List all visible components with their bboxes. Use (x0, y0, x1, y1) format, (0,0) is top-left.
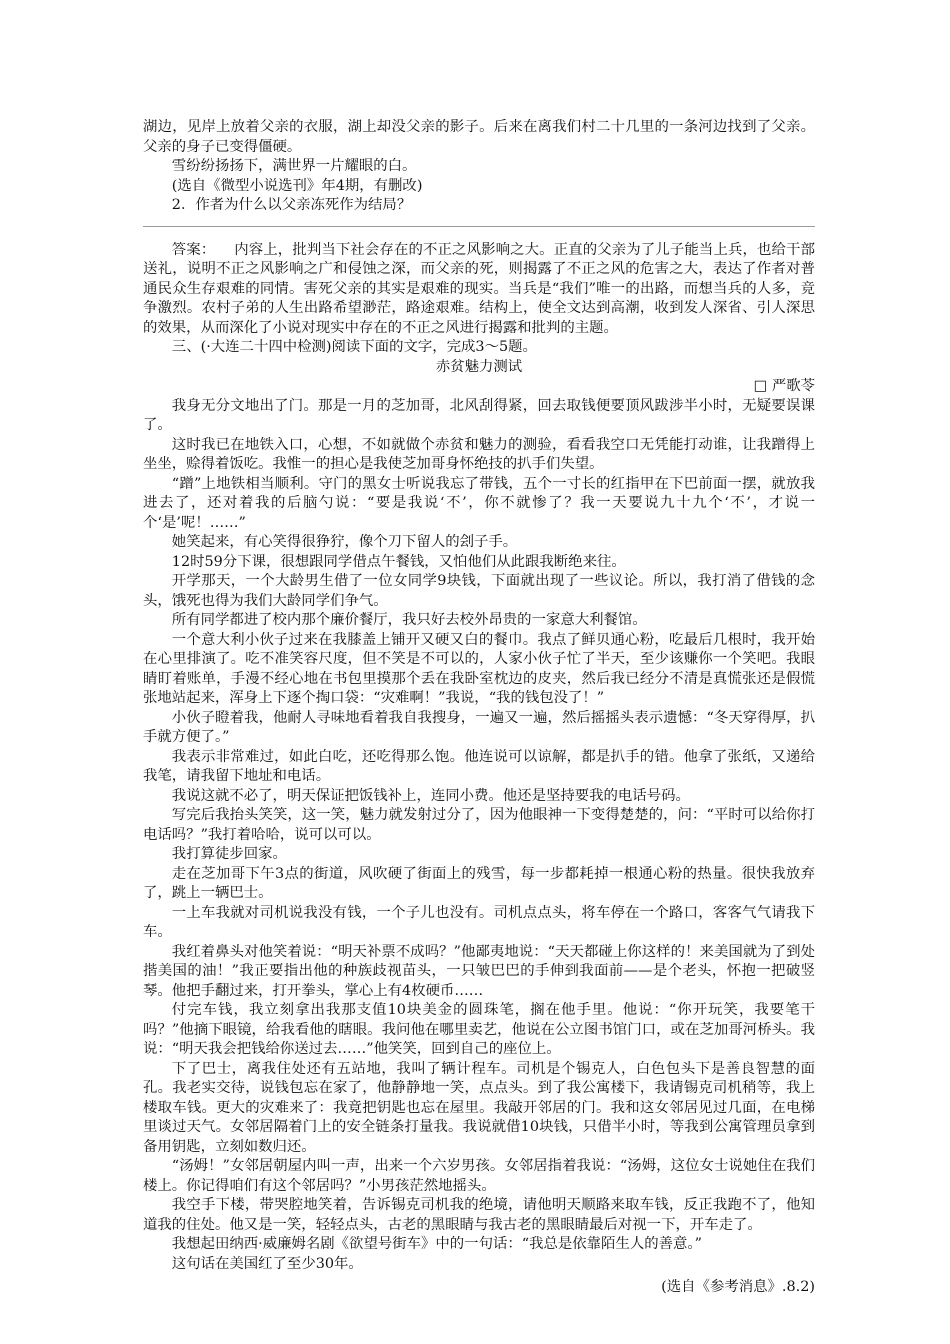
story-paragraph: 12时59分下课，很想跟同学借点午餐钱，又怕他们从此跟我断绝来往。 (171, 553, 626, 570)
story-paragraph: 小伙子瞪着我，他耐人寻味地看着我自我搜身，一遍又一遍，然后摇摇头表示遗憾：“冬天穿得厚，扒手就方便了。” (143, 709, 815, 745)
question-2: 2．作者为什么以父亲冻死作为结局？ (171, 197, 412, 213)
prev-story-source: (选自《微型小说选刊》年4期，有删改) (171, 177, 423, 194)
story-paragraph: 我空手下楼，带哭腔地笑着，告诉锡克司机我的绝境，请他明天顺路来取车钱，反正我跑不了，他知道我的住处。他又是一笑，轻轻点头，古老的黑眼睛与我古老的黑眼睛最后对视一下，开车走了。 (143, 1197, 815, 1233)
story-paragraph: 付完车钱，我立刻拿出我那支值10块美金的圆珠笔，搁在他手里。他说：“你开玩笑，我要笔干吗？”他摘下眼镜，给我看他的瞎眼。我问他在哪里卖艺，他说在公立图书馆门口，或在芝加哥河桥头。我说：“明天我会把钱给你送过去……”他笑笑，回到自己的座位上。 (143, 1002, 815, 1057)
story-paragraph: 我打算徒步回家。 (171, 846, 287, 862)
story-paragraph: 一个意大利小伙子过来在我膝盖上铺开又硬又白的餐巾。我点了鲜贝通心粉，吃最后几根时，我开始在心里排演了。吃不准笑容尺度，但不笑是不可以的，人家小伙子忙了半天，至少该赚你一个笑吧。我眼睛盯着账单，手漫不经心地在书包里摸那个丢在我卧室枕边的皮夹，然后我已经分不清是真慌张还是假慌张地站起来，浑身上下逐个掏口袋：“灾难啊！”我说，“我的钱包没了！” (143, 631, 815, 706)
story-paragraph: 写完后我抬头笑笑，这一笑，魅力就发射过分了，因为他眼神一下变得楚楚的，问：“平时可以给你打电话吗？”我打着哈哈，说可以可以。 (143, 807, 815, 843)
prev-story-paragraph: 雪纷纷扬扬下，满世界一片耀眼的白。 (171, 158, 417, 174)
answer-line (143, 226, 815, 227)
section-3-heading: 三、(·大连二十四中检测)阅读下面的文字，完成3～5题。 (171, 339, 537, 355)
answer-label: 答案： (171, 241, 216, 258)
story-paragraph: 我身无分文地出了门。那是一月的芝加哥，北风刮得紧，回去取钱便要顶风跋涉半小时，无疑要误课了。 (143, 397, 815, 433)
story-paragraph: 开学那天，一个大龄男生借了一位女同学9块钱，下面就出现了一些议论。所以，我打消了借钱的念头，饿死也得为我们大龄同学们争气。 (143, 573, 815, 609)
story-paragraph: 走在芝加哥下午3点的街道，风吹硬了街面上的残雪，每一步都耗掉一根通心粉的热量。很快我放弃了，跳上一辆巴士。 (143, 865, 815, 901)
story-source: (选自《参考消息》.8.2) (661, 1279, 815, 1295)
story-paragraph: 下了巴士，离我住处还有五站地，我叫了辆计程车。司机是个锡克人，白色包头下是善良智慧的面孔。我老实交待，说钱包忘在家了，他静静地一笑，点点头。到了我公寓楼下，我请锡克司机稍等，我上楼取车钱。更大的灾难来了：我竟把钥匙也忘在屋里。我敲开邻居的门。我和这女邻居见过几面，在电梯里谈过天气。女邻居隔着门上的安全链条打量我。我说就借10块钱，只借半小时，等我到公寓管理员拿到备用钥匙，立刻如数归还。 (143, 1060, 815, 1155)
story-paragraph: 所有同学都进了校内那个廉价餐厅，我只好去校外昂贵的一家意大利餐馆。 (171, 612, 647, 628)
story-paragraph: 这句话在美国红了至少30年。 (171, 1255, 363, 1272)
answer-text: 内容上，批判当下社会存在的不正之风影响之大。正直的父亲为了儿子能当上兵，也给干部送礼，说明不正之风影响之广和侵蚀之深，而父亲的死，则揭露了不正之风的危害之大，表达了作者对普通民众生存艰难的同情。害死父亲的其实是艰难的现实。当兵是“我们”唯一的出路，而想当兵的人多，竞争激烈。农村子弟的人生出路希望渺茫，路途艰难。结构上，使全文达到高潮，收到发人深省、引人深思的效果，从而深化了小说对现实中存在的不正之风进行揭露和批判的主题。 (143, 241, 815, 336)
story-paragraph: 我表示非常难过，如此白吃，还吃得那么饱。他连说可以谅解，都是扒手的错。他拿了张纸，又递给我笔，请我留下地址和电话。 (143, 748, 815, 784)
story-paragraph: 我红着鼻头对他笑着说：“明天补票不成吗？”他鄙夷地说：“天天都碰上你这样的！来美国就为了到处揩美国的油！”我正要指出他的种族歧视苗头，一只皱巴巴的手伸到我面前——是个老头，怀抱一把破竖琴。他把手翻过来，打开拳头，掌心上有4枚硬币…… (143, 943, 815, 999)
story-paragraph: “汤姆！”女邻居朝屋内叫一声，出来一个六岁男孩。女邻居指着我说：“汤姆，这位女士说她住在我们楼上。你记得咱们有这个邻居吗？”小男孩茫然地摇头。 (143, 1158, 815, 1194)
document-page (143, 118, 815, 1298)
story-paragraph: 我想起田纳西·威廉姆名剧《欲望号街车》中的一句话：“我总是依靠陌生人的善意。” (171, 1236, 702, 1252)
story-paragraph: 她笑起来，有心笑得很狰狞，像个刀下留人的刽子手。 (171, 534, 518, 550)
story-author: □ 严歌苓 (753, 378, 815, 394)
story-title: 赤贫魅力测试 (435, 358, 523, 375)
story-paragraph: 我说这就不必了，明天保证把饭钱补上，连同小费。他还是坚持要我的电话号码。 (171, 787, 690, 804)
story-paragraph: “蹭”上地铁相当顺利。守门的黑女士听说我忘了带钱，五个一寸长的红指甲在下巴前面一摆，就放我进去了，还对着我的后脑勺说：“要是我说‘不’，你不就惨了？我一天要说九十九个‘不’，才说一个‘是’呢！……” (143, 475, 815, 531)
prev-story-paragraph: 湖边，见岸上放着父亲的衣服，湖上却没父亲的影子。后来在离我们村二十几里的一条河边找到了父亲。父亲的身子已变得僵硬。 (143, 119, 815, 155)
story-paragraph: 一上车我就对司机说我没有钱，一个子儿也没有。司机点点头，将车停在一个路口，客客气气请我下车。 (143, 904, 815, 940)
answer-paragraph (143, 241, 815, 339)
story-paragraph: 这时我已在地铁入口，心想，不如就做个赤贫和魅力的测验，看看我空口无凭能打动谁，让我蹭得上坐坐，赊得着饭吃。我惟一的担心是我使芝加哥身怀绝技的扒手们失望。 (143, 436, 815, 472)
